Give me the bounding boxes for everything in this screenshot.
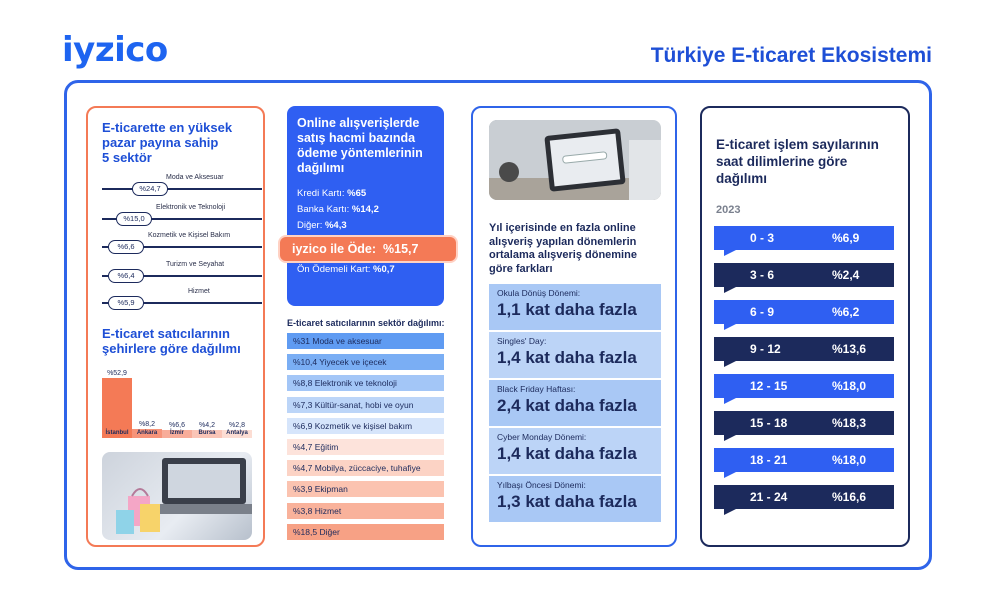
city-chart (102, 360, 252, 438)
hour-row-shape (714, 448, 894, 478)
hour-row (714, 337, 894, 367)
seller-sector-row: %3,9 Ekipman (287, 481, 444, 497)
hour-range: 6 - 9 (750, 305, 775, 319)
seller-sector-row: %31 Moda ve aksesuar (287, 333, 444, 349)
seller-sector-row: %18,5 Diğer (287, 524, 444, 540)
hour-value: %6,2 (832, 305, 860, 319)
hour-value: %16,6 (832, 490, 867, 504)
hour-value: %13,6 (832, 342, 867, 356)
payment-item: Diğer: %4,3 (297, 220, 347, 231)
hour-value: %18,3 (832, 416, 867, 430)
period-row: Cyber Monday Dönemi: 1,4 kat daha fazla (489, 428, 661, 474)
payment-item: Kredi Kartı: %65 (297, 188, 367, 199)
city-name-label: Bursa (198, 430, 216, 436)
hours-title: E-ticaret işlem sayılarının saat dilimlerine göre dağılımı (716, 137, 879, 186)
city-bar (102, 378, 132, 438)
hour-value: %18,0 (832, 379, 867, 393)
tablet-shopping-photo (489, 120, 661, 200)
hour-value: %6,9 (832, 231, 860, 245)
seller-sector-row: %8,8 Elektronik ve teknoloji (287, 375, 444, 391)
sector-row: Moda ve Aksesuar %24,7 (102, 174, 262, 196)
period-row: Singles' Day: 1,4 kat daha fazla (489, 332, 661, 378)
hour-range: 3 - 6 (750, 268, 775, 282)
hour-row-shape (714, 337, 894, 367)
city-name-label: Ankara (136, 430, 158, 436)
hours-card (700, 106, 910, 547)
hour-row-shape (714, 226, 894, 256)
city-value-label: %6,6 (169, 422, 185, 429)
iyzico-payment-highlight: iyzico ile Öde: %15,7 (280, 237, 456, 261)
seller-sector-row: %4,7 Mobilya, züccaciye, tuhafiye (287, 460, 444, 476)
page-title: Türkiye E-ticaret Ekosistemi (650, 44, 932, 67)
hour-row (714, 226, 894, 256)
city-value-label: %2,8 (229, 422, 245, 429)
sector-row: Hizmet %5,9 (102, 288, 262, 310)
payments-title: Online alışverişlerde satış hacmi bazında ödeme yöntemlerinin dağılımı (297, 116, 423, 175)
city-value-label: %8,2 (139, 420, 155, 428)
hour-row (714, 374, 894, 404)
seller-sector-row: %7,3 Kültür-sanat, hobi ve oyun (287, 397, 444, 413)
hour-range: 0 - 3 (750, 231, 775, 245)
payment-item: Ön Ödemeli Kart: %0,7 (297, 264, 395, 275)
hour-value: %2,4 (832, 268, 860, 282)
period-row: Okula Dönüş Dönemi: 1,1 kat daha fazla (489, 284, 661, 330)
hour-row-shape (714, 411, 894, 441)
hour-row (714, 263, 894, 293)
hour-range: 21 - 24 (750, 490, 788, 504)
hour-row-shape (714, 374, 894, 404)
hour-row (714, 485, 894, 515)
city-value-label: %4,2 (199, 422, 215, 429)
city-value-label: %52,9 (107, 370, 127, 377)
seller-sector-row: %4,7 Eğitim (287, 439, 444, 455)
seller-sectors-title: E-ticaret satıcılarının sektör dağılımı: (287, 318, 445, 328)
year-label: 2023 (716, 204, 741, 216)
sector-row: Turizm ve Seyahat %6,4 (102, 261, 262, 283)
periods-card (471, 106, 677, 547)
payments-card (287, 106, 444, 306)
hour-row-shape (714, 485, 894, 515)
seller-sector-row: %10,4 Yiyecek ve içecek (287, 354, 444, 370)
sectors-card (86, 106, 265, 547)
hour-row (714, 300, 894, 330)
city-name-label: Antalya (226, 430, 248, 436)
period-row: Yılbaşı Öncesi Dönemi: 1,3 kat daha fazla (489, 476, 661, 522)
seller-sector-row: %6,9 Kozmetik ve kişisel bakım (287, 418, 444, 434)
iyzico-logo: iyzico (62, 30, 168, 70)
shopping-photo (102, 452, 252, 540)
hour-row-shape (714, 263, 894, 293)
sectors-title: E-ticarette en yüksek pazar payına sahip 5 sektör (102, 120, 233, 165)
seller-sector-row: %3,8 Hizmet (287, 503, 444, 519)
hour-value: %18,0 (832, 453, 867, 467)
hour-range: 12 - 15 (750, 379, 788, 393)
city-name-label: İstanbul (105, 430, 129, 436)
hour-range: 9 - 12 (750, 342, 781, 356)
hour-row-shape (714, 300, 894, 330)
hour-range: 18 - 21 (750, 453, 788, 467)
hour-range: 15 - 18 (750, 416, 788, 430)
city-name-label: İzmir (169, 430, 184, 436)
sector-row: Kozmetik ve Kişisel Bakım %6,6 (102, 232, 262, 254)
cities-title: E-ticaret satıcılarının şehirlere göre dağılımı (102, 326, 241, 356)
hour-row (714, 411, 894, 441)
payment-item: Banka Kartı: %14,2 (297, 204, 379, 215)
hour-row (714, 448, 894, 478)
period-row: Black Friday Haftası: 2,4 kat daha fazla (489, 380, 661, 426)
periods-title: Yıl içerisinde en fazla online alışveriş yapılan dönemlerin ortalama alışveriş dönemine göre farkları (489, 222, 637, 275)
sector-row: Elektronik ve Teknoloji %15,0 (102, 204, 262, 226)
